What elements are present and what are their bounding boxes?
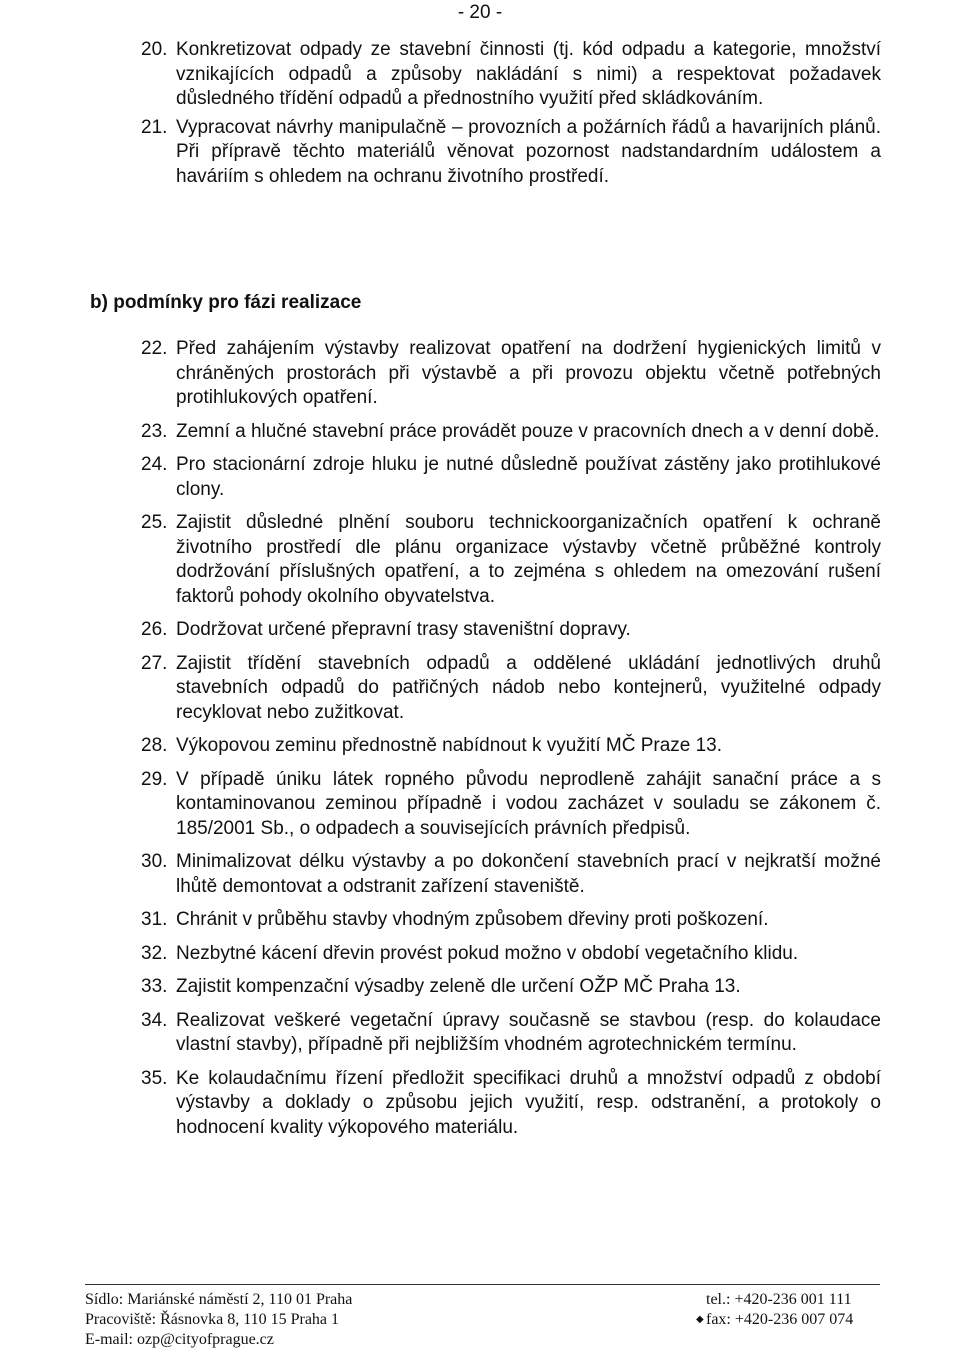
item-text: Před zahájením výstavby realizovat opatření na dodržení hygienických limitů v chráněných prostorách při výstavbě a při provozu objektu včetně potřebných protihlukových opatření. [176, 338, 881, 408]
item-text: Konkretizovat odpady ze stavební činnosti (tj. kód odpadu a kategorie, množství vznikajících odpadů a způsoby nakládání s nimi) a respektovat požadavek důsledného třídění odpadů a přednostního využití před skládkováním. [176, 39, 881, 109]
section-heading: b) podmínky pro fázi realizace [90, 292, 362, 313]
list-item [141, 734, 881, 759]
list-item [141, 768, 881, 842]
item-text: Zajistit kompenzační výsadby zeleně dle určení OŽP MČ Praha 13. [176, 976, 741, 997]
item-text: Chránit v průběhu stavby vhodným způsobem dřeviny proti poškození. [176, 909, 769, 930]
item-text: Realizovat veškeré vegetační úpravy současně se stavbou (resp. do kolaudace vlastní stavby), případně při nejbližším vhodném agrotechnickém termínu. [176, 1009, 881, 1055]
item-number: 27. [141, 652, 168, 674]
item-text: Nezbytné kácení dřevin provést pokud možno v období vegetačního klidu. [176, 942, 799, 964]
page-number: - 20 - [457, 2, 503, 23]
item-number: 32. [141, 942, 168, 964]
item-text: Dodržovat určené přepravní trasy staveništní dopravy. [176, 619, 631, 640]
item-number: 25. [141, 512, 168, 533]
item-text: Zajistit třídění stavebních odpadů a oddělené ukládání jednotlivých druhů stavebních odpadů do patřičných nádob nebo kontejnerů, využitelné odpady recyklovat nebo zužitkovat. [176, 652, 881, 723]
list-item [141, 1067, 881, 1141]
list-item [141, 453, 881, 502]
list-item [141, 850, 881, 899]
item-text: Ke kolaudačnímu řízení předložit specifikaci druhů a množství odpadů z období výstavby a doklady o způsobu jejich využití, resp. odstranění, a protokoly o hodnocení kvality výkopového materiálu. [176, 1067, 881, 1138]
list-item [141, 975, 881, 1000]
item-number: 24. [141, 454, 168, 475]
footer-divider [85, 1284, 880, 1285]
footer-email: E-mail: ozp@cityofprague.cz [85, 1331, 274, 1348]
item-number: 20. [141, 39, 168, 60]
item-text: V případě úniku látek ropného původu neprodleně zahájit sanační práce a s kontaminovanou zeminou případně i vodou zacházet v souladu se zákonem č. 185/2001 Sb., o odpadech a souvisejících právních předpisů. [176, 768, 881, 839]
item-text: Výkopovou zeminu přednostně nabídnout k využití MČ Praze 13. [176, 735, 723, 756]
conditions-list [141, 337, 881, 1149]
footer-tel: tel.: +420-236 001 111 [706, 1291, 852, 1308]
item-number: 29. [141, 768, 168, 790]
item-text: Vypracovat návrhy manipulačně – provozních a požárních řádů a havarijních plánů. Při přípravě těchto materiálů věnovat pozornost nadstandardním událostem a haváriím s ohledem na ochranu životního prostředí. [176, 116, 881, 187]
list-item [141, 116, 881, 190]
list-item [141, 652, 881, 726]
list-item [141, 1009, 881, 1058]
footer-fax: fax: +420-236 007 074 [706, 1311, 854, 1328]
list-item [141, 908, 881, 933]
item-number: 35. [141, 1067, 168, 1089]
item-number: 28. [141, 735, 168, 756]
fax-icon: ◆ [696, 1314, 704, 1325]
item-number: 33. [141, 976, 168, 997]
item-number: 30. [141, 851, 168, 872]
list-item [141, 420, 881, 445]
item-text: Zajistit důsledné plnění souboru technickoorganizačních opatření k ochraně životního prostředí dle plánu organizace výstavby včetně průběžné kontroly dodržování příslušných opatření, a to zejména s ohledem na omezování rušení faktorů pohody okolního obyvatelstva. [176, 512, 881, 607]
list-item [141, 942, 881, 967]
list-item [141, 337, 881, 411]
item-number: 23. [141, 420, 168, 442]
footer-address-block [85, 1290, 352, 1350]
item-text: Pro stacionární zdroje hluku je nutné důsledně používat zástěny jako protihlukové clony. [176, 454, 881, 500]
item-text: Zemní a hlučné stavební práce provádět pouze v pracovních dnech a v denní době. [176, 420, 880, 442]
item-number: 34. [141, 1009, 168, 1031]
list-item [141, 511, 881, 609]
footer-contact-block [696, 1290, 854, 1330]
top-items-list [141, 38, 881, 189]
item-number: 31. [141, 909, 168, 930]
list-item [141, 618, 881, 643]
item-number: 22. [141, 338, 168, 359]
list-item [141, 38, 881, 112]
footer-sidlo: Sídlo: Mariánské náměstí 2, 110 01 Praha [85, 1291, 353, 1308]
item-number: 21. [141, 116, 168, 138]
item-text: Minimalizovat délku výstavby a po dokončení stavebních prací v nejkratší možné lhůtě demontovat a odstranit zařízení staveniště. [176, 851, 881, 897]
item-number: 26. [141, 619, 168, 640]
footer-pracoviste: Pracoviště: Řásnovka 8, 110 15 Praha 1 [85, 1311, 340, 1328]
